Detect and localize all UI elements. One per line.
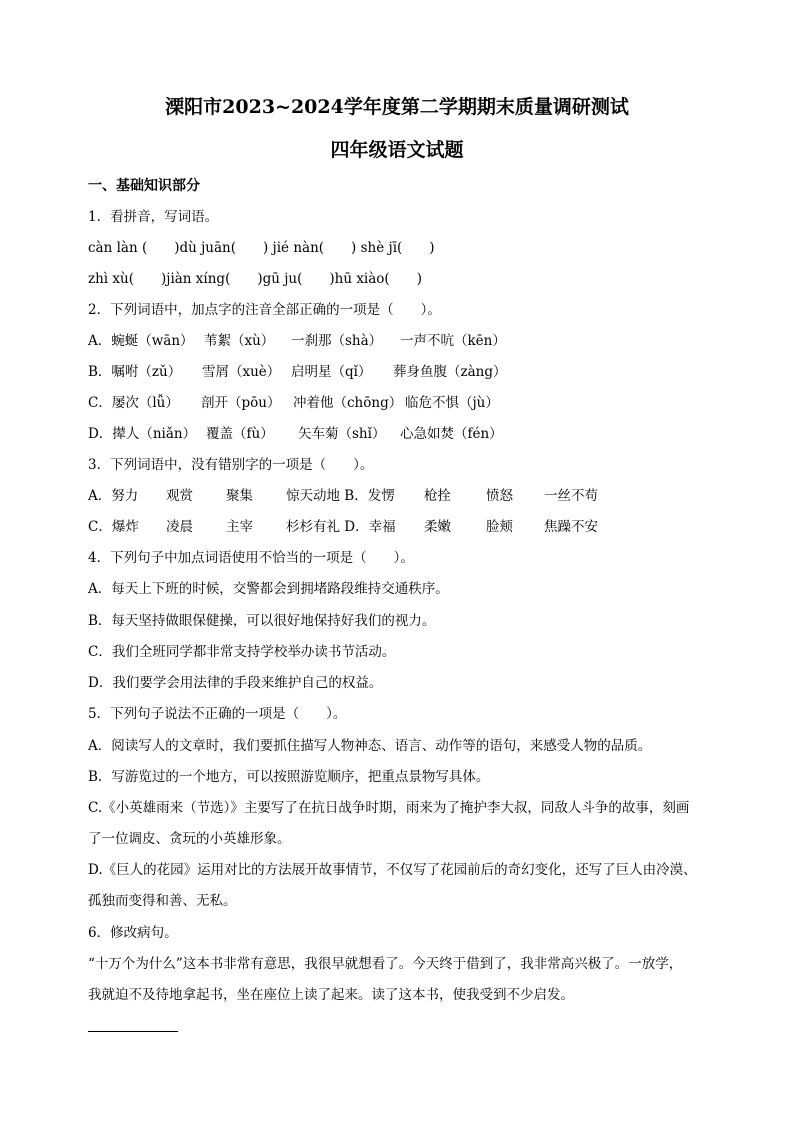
option-cell: C．爆炸 [88,519,139,535]
option-cell: 雪屑（xuè） [202,364,281,380]
option-cell: 聚集 [226,488,253,504]
option-cell: 焦躁不安 [544,519,598,535]
option-cell: 惊天动地 B．发愣 [286,488,395,504]
option-cell: 枪拴 [424,488,451,504]
exam-title: 溧阳市2023~2024学年度第二学期期末质量调研测试 [165,96,629,118]
question-6-passage-line-1: “十万个为什么”这本书非常有意思，我很早就想看了。今天终于借到了，我非常高兴极了。一放学， [88,956,683,972]
question-2-option-c [88,393,728,413]
question-4-option-b: B．每天坚持做眼保健操，可以很好地保持好我们的视力。 [88,613,436,629]
option-cell: 愤怒 [486,488,513,504]
question-1-pinyin-row-1: càn làn ( )dù juān( ) jié nàn( ) shè jī( ) [88,240,435,256]
option-cell: 脸颊 [486,519,513,535]
question-2-option-d [88,424,728,444]
question-3-stem: 3．下列词语中，没有错别字的一项是（ ）。 [88,457,374,473]
question-4-stem: 4．下列句子中加点词语使用不恰当的一项是（ ）。 [88,550,414,566]
option-cell: C．屡次（lǚ） [88,395,179,411]
option-cell: 一丝不苟 [544,488,598,504]
option-cell: 临危不惧（jù） [405,395,499,411]
question-5-option-b: B．写游览过的一个地方，可以按照游览顺序，把重点景物写具体。 [88,769,490,785]
exam-subtitle: 四年级语文试题 [330,139,464,161]
question-1-pinyin-row-2: zhì xù( )jiàn xíng( )gū ju( )hū xiào( ) [88,271,422,287]
option-cell: D．撵人（niǎn） [88,426,197,442]
question-2-stem: 2．下列词语中，加点字的注音全部正确的一项是（ ）。 [88,302,441,318]
question-5-option-c: C.《小英雄雨来（节选）》主要写了在抗日战争时期，雨来为了掩护李大叔，同敌人斗争的故事，刻画 [88,800,690,816]
option-cell: 杉杉有礼 D．幸福 [286,519,396,535]
option-cell: 柔嫩 [424,519,451,535]
option-cell: 葬身鱼腹（zàng） [393,364,507,380]
option-cell: 心急如焚（fén） [400,426,503,442]
option-cell: 一刹那（shà） [291,333,383,349]
question-1-stem: 1．看拼音，写词语。 [88,209,219,225]
option-cell: 苇絮（xù） [204,333,275,349]
option-cell: A．努力 [88,488,139,504]
section-heading: 一、基础知识部分 [88,178,200,194]
option-cell: 一声不吭（kēn） [400,333,506,349]
question-5-option-c-continued: 了一位调皮、贪玩的小英雄形象。 [88,831,291,847]
option-cell: 主宰 [226,519,253,535]
question-3-row-cd [88,517,728,537]
question-4-option-a: A．每天上下班的时候，交警都会到拥堵路段维持交通秩序。 [88,581,449,597]
question-4-option-d: D．我们要学会用法律的手段来维护自己的权益。 [88,675,383,691]
option-cell: 剖开（pōu） [201,395,281,411]
question-5-option-d-continued: 孤独而变得和善、无私。 [88,893,237,909]
footnote-divider [88,1031,178,1032]
question-5-stem: 5．下列句子说法不正确的一项是（ ）。 [88,706,347,722]
option-cell: 凌晨 [166,519,193,535]
option-cell: 启明星（qǐ） [291,364,372,380]
question-5-option-d: D.《巨人的花园》运用对比的方法展开故事情节，不仅写了花园前后的奇幻变化，还写了巨人由冷漠、 [88,862,697,878]
question-6-passage-line-2: 我就迫不及待地拿起书，坐在座位上读了起来。读了这本书，使我受到不少启发。 [88,987,574,1003]
question-5-option-a: A．阅读写人的文章时，我们要抓住描写人物神态、语言、动作等的语句，来感受人物的品质。 [88,738,652,754]
option-cell: 覆盖（fù） [206,426,274,442]
option-cell: A．蜿蜒（wān） [88,333,194,349]
question-6-stem: 6．修改病句。 [88,925,178,941]
option-cell: 矢车菊（shǐ） [298,426,386,442]
option-cell: 冲着他（chōng） [293,395,403,411]
question-2-option-b [88,362,728,382]
option-cell: B．嘱咐（zǔ） [88,364,182,380]
question-3-row-ab [88,486,728,506]
option-cell: 观赏 [166,488,193,504]
question-4-option-c: C．我们全班同学都非常支持学校举办读书节活动。 [88,644,396,660]
question-2-option-a [88,331,728,351]
